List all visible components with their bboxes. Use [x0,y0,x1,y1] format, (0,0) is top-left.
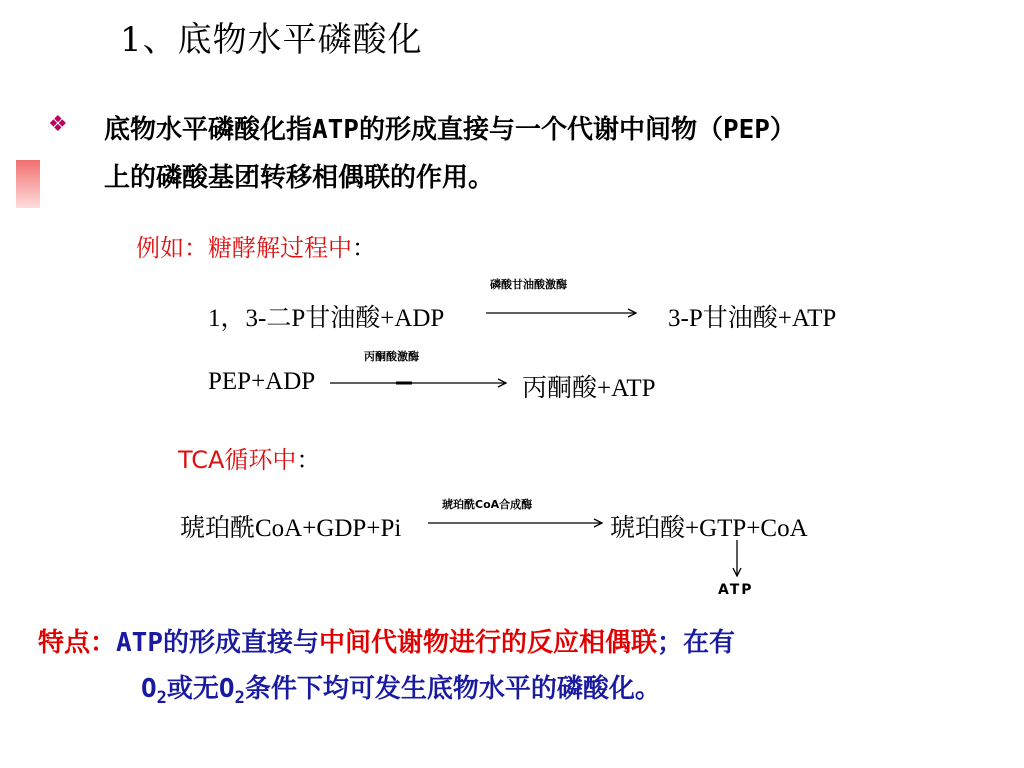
feature-line-2 [38,666,998,721]
feature-part1: ATP的形成直接与 [116,628,319,658]
o2-a-sub: 2 [156,688,167,709]
reaction2-right: 丙酮酸+ATP [522,375,656,402]
tca-product-atp: ATP [718,582,754,598]
feature-part2: ；在有 [657,628,736,658]
o2-b-sub: 2 [234,688,245,709]
tca-reaction-arrow-icon [428,516,606,530]
definition-text [104,106,1004,202]
feature-part3: 条件下均可发生底物水平的磷酸化。 [244,674,661,704]
tca-reaction-left: 琥珀酰CoA+GDP+Pi [180,515,402,542]
feature-highlight: 中间代谢物进行的反应相偶联 [318,628,657,658]
reaction1-arrow-icon [486,306,640,320]
decorative-accent-bar [16,160,40,208]
slide-title: 1、底物水平磷酸化 [120,20,423,60]
reaction2-arrow-icon [330,376,510,390]
down-arrow-icon [730,540,744,580]
glycolysis-label-text: 例如：糖酵解过程中 [136,234,352,262]
feature-line-1 [38,620,998,666]
reaction1-left: 1，3-二P甘油酸+ADP [208,305,445,332]
or-none: 或无 [166,674,219,704]
reaction1-right: 3-P甘油酸+ATP [668,305,837,332]
definition-line-1: 底物水平磷酸化指ATP的形成直接与一个代谢中间物（PEP） [104,115,796,145]
reaction2-enzyme: 丙酮酸激酶 [364,350,419,363]
reaction1-enzyme: 磷酸甘油酸激酶 [490,278,567,291]
reaction2-left: PEP+ADP [208,368,316,395]
o2-b: O [218,674,235,704]
o2-a: O [141,674,157,704]
diamond-bullet-icon: ❖ [48,112,68,137]
feature-statement [38,620,998,721]
tca-label [178,440,320,475]
definition-line-2: 上的磷酸基团转移相偶联的作用。 [104,163,495,193]
glycolysis-label-colon: ： [352,234,376,262]
tca-label-colon: ： [296,446,321,474]
tca-reaction-enzyme: 琥珀酰CoA合成酶 [442,498,533,511]
tca-reaction-right: 琥珀酸+GTP+CoA [610,515,808,542]
glycolysis-label [136,228,376,263]
feature-prefix: 特点： [38,628,117,658]
tca-label-text: TCA循环中 [178,446,297,474]
